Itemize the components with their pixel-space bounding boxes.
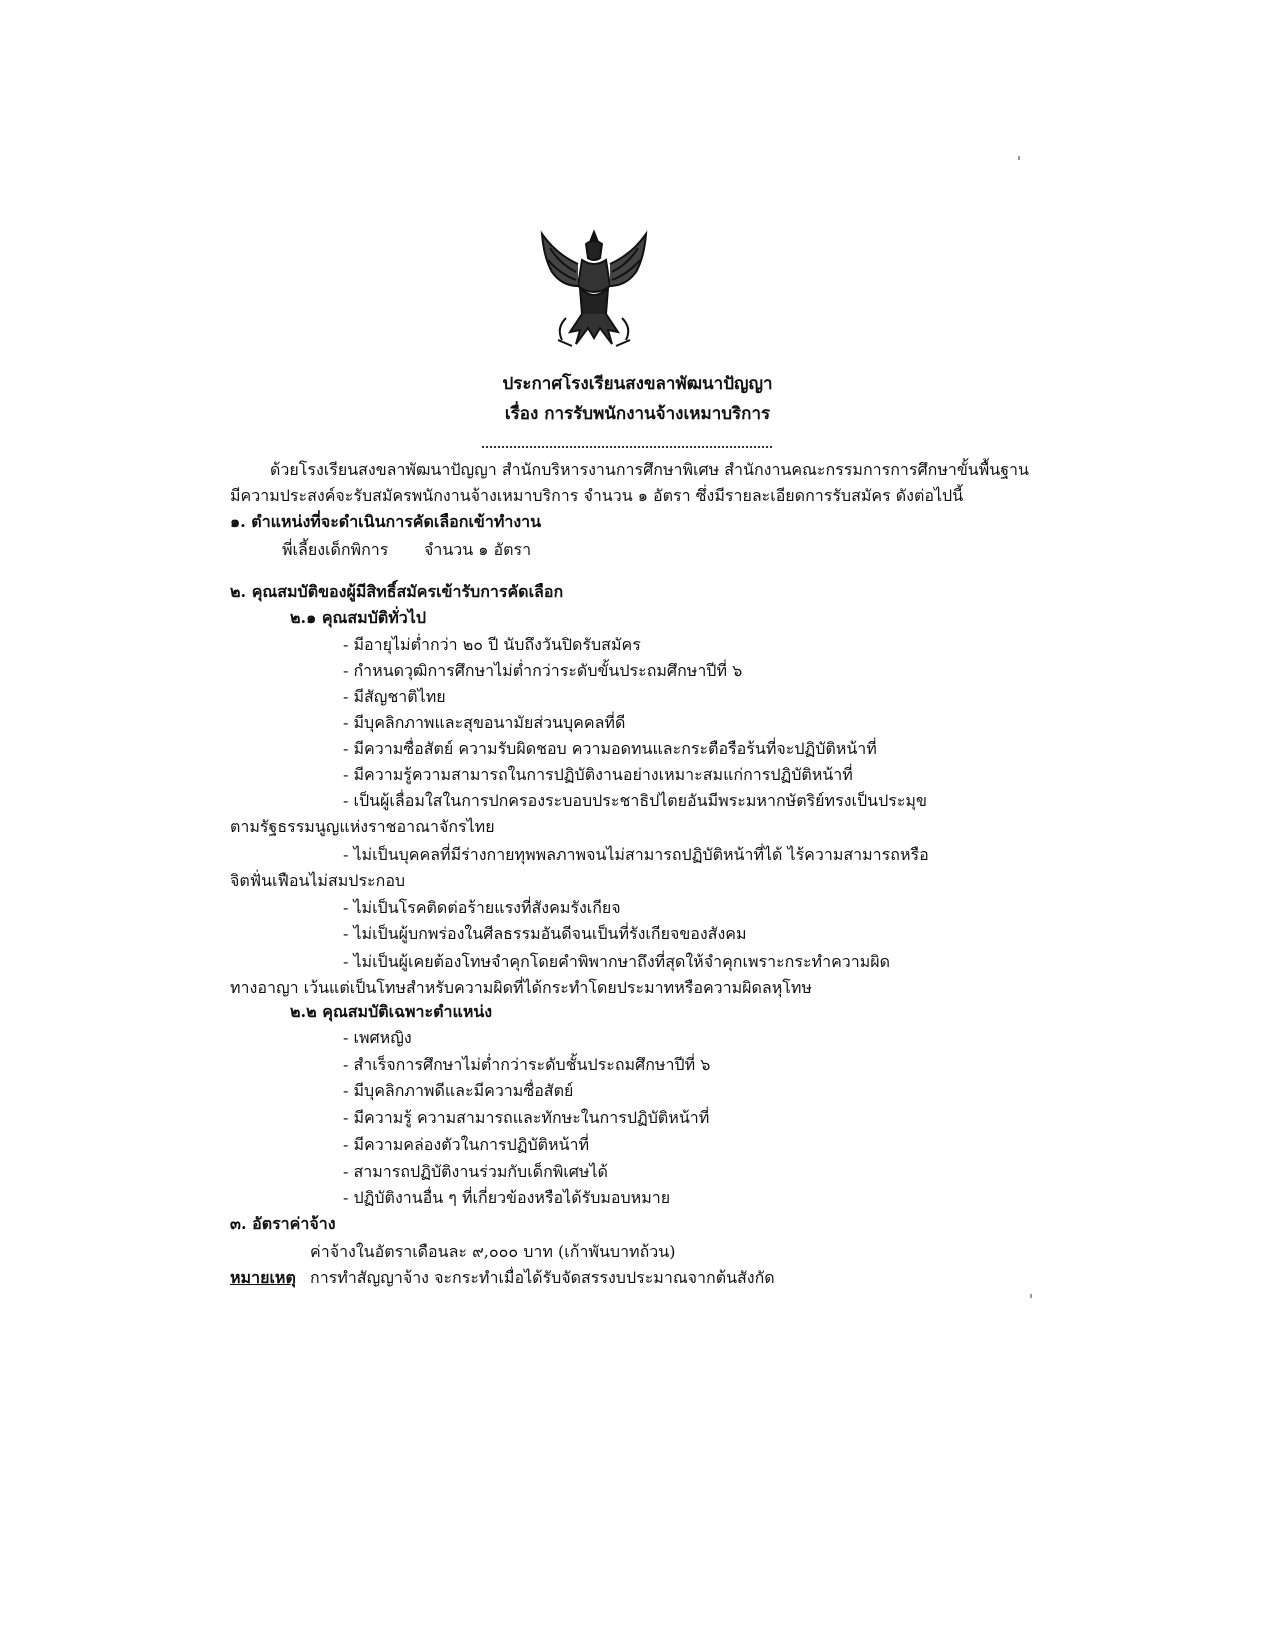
- announcement-title: ประกาศโรงเรียนสงขลาพัฒนาปัญญา: [502, 374, 773, 394]
- list-item: - เพศหญิง: [343, 1028, 412, 1047]
- list-item-continuation: ทางอาญา เว้นแต่เป็นโทษสำหรับความผิดที่ได้กระทำโดยประมาทหรือความผิดลหุโทษ: [230, 978, 812, 997]
- intro-line-1: ด้วยโรงเรียนสงขลาพัฒนาปัญญา สำนักบริหารงานการศึกษาพิเศษ สำนักงานคณะกรรมการการศึกษาขั้นพื้นฐาน: [270, 460, 1029, 479]
- garuda-emblem-icon: [536, 228, 652, 352]
- list-item: - มีบุคลิกภาพและสุขอนามัยส่วนบุคคลที่ดี: [343, 713, 626, 732]
- list-item: - มีความคล่องตัวในการปฏิบัติหน้าที่: [343, 1135, 590, 1154]
- list-item: - ปฏิบัติงานอื่น ๆ ที่เกี่ยวข้องหรือได้รับมอบหมาย: [343, 1188, 671, 1207]
- list-item: - ไม่เป็นผู้บกพร่องในศีลธรรมอันดีจนเป็นที่รังเกียจของสังคม: [343, 924, 747, 943]
- section-2-heading: ๒. คุณสมบัติของผู้มีสิทธิ์สมัครเข้ารับการคัดเลือก: [230, 582, 564, 601]
- note-text: การทำสัญญาจ้าง จะกระทำเมื่อได้รับจัดสรรงบประมาณจากต้นสังกัด: [310, 1268, 775, 1287]
- list-item: - ไม่เป็นผู้เคยต้องโทษจำคุกโดยคำพิพากษาถึงที่สุดให้จำคุกเพราะกระทำความผิด: [343, 952, 891, 971]
- list-item: - เป็นผู้เลื่อมใสในการปกครองระบอบประชาธิปไตยอันมีพระมหากษัตริย์ทรงเป็นประมุข: [343, 791, 927, 810]
- wage-text: ค่าจ้างในอัตราเดือนละ ๙,๐๐๐ บาท (เก้าพันบาทถ้วน): [310, 1242, 676, 1261]
- section-1-heading: ๑. ตำแหน่งที่จะดำเนินการคัดเลือกเข้าทำงาน: [230, 512, 542, 531]
- list-item: - สำเร็จการศึกษาไม่ต่ำกว่าระดับชั้นประถมศึกษาปีที่ ๖: [343, 1055, 711, 1074]
- scan-speck: [1018, 156, 1020, 160]
- list-item: - มีอายุไม่ต่ำกว่า ๒๐ ปี นับถึงวันปิดรับสมัคร: [343, 635, 641, 654]
- separator-dots: [482, 446, 772, 448]
- announcement-subject: เรื่อง การรับพนักงานจ้างเหมาบริการ: [504, 404, 771, 424]
- section-2-1-heading: ๒.๑ คุณสมบัติทั่วไป: [290, 608, 426, 627]
- scan-speck: [1030, 1294, 1032, 1298]
- list-item: - มีบุคลิกภาพดีและมีความซื่อสัตย์: [343, 1081, 574, 1100]
- intro-line-2: มีความประสงค์จะรับสมัครพนักงานจ้างเหมาบริการ จำนวน ๑ อัตรา ซึ่งมีรายละเอียดการรับสมัคร ดังต่อไปนี้: [230, 486, 964, 505]
- list-item: - กำหนดวุฒิการศึกษาไม่ต่ำกว่าระดับขั้นประถมศึกษาปีที่ ๖: [343, 661, 743, 680]
- list-item-continuation: ตามรัฐธรรมนูญแห่งราชอาณาจักรไทย: [230, 817, 495, 836]
- list-item: - มีความซื่อสัตย์ ความรับผิดชอบ ความอดทนและกระตือรือร้นที่จะปฏิบัติหน้าที่: [343, 739, 877, 758]
- position-name: พี่เลี้ยงเด็กพิการ: [282, 540, 389, 559]
- list-item: - ไม่เป็นบุคคลที่มีร่างกายทุพพลภาพจนไม่สามารถปฏิบัติหน้าที่ได้ ไร้ความสามารถหรือ: [343, 845, 929, 864]
- list-item: - มีความรู้ ความสามารถและทักษะในการปฏิบัติหน้าที่: [343, 1108, 710, 1127]
- list-item: - ไม่เป็นโรคติดต่อร้ายแรงที่สังคมรังเกียจ: [343, 898, 621, 917]
- section-2-2-heading: ๒.๒ คุณสมบัติเฉพาะตำแหน่ง: [290, 1002, 493, 1021]
- list-item-continuation: จิตฟั่นเฟือนไม่สมประกอบ: [230, 871, 406, 890]
- list-item: - สามารถปฏิบัติงานร่วมกับเด็กพิเศษได้: [343, 1162, 608, 1181]
- position-count: จำนวน ๑ อัตรา: [424, 540, 532, 559]
- list-item: - มีความรู้ความสามารถในการปฏิบัติงานอย่างเหมาะสมแก่การปฏิบัติหน้าที่: [343, 765, 853, 784]
- note-label: หมายเหตุ: [230, 1268, 296, 1287]
- section-3-heading: ๓. อัตราค่าจ้าง: [230, 1214, 336, 1233]
- list-item: - มีสัญชาติไทย: [343, 687, 446, 706]
